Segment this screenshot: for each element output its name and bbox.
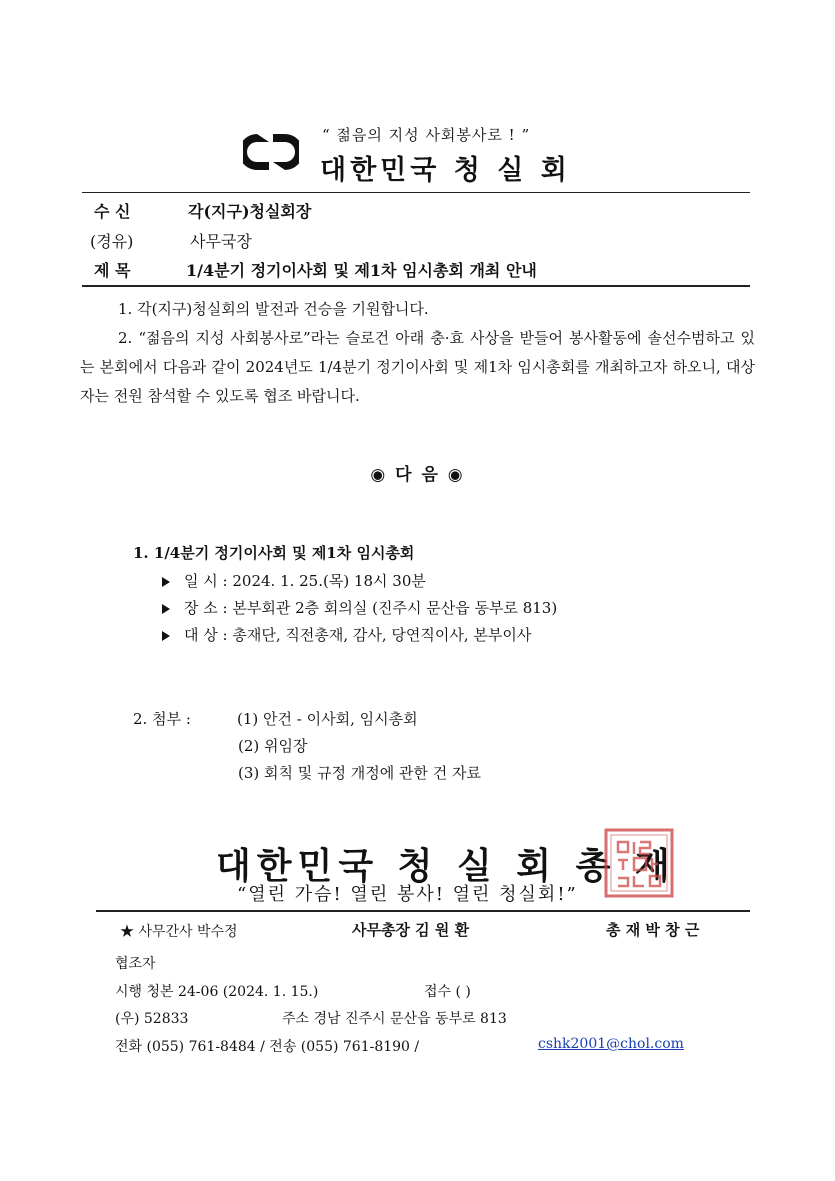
header-divider-top <box>82 192 750 193</box>
section1-title: 1. 1/4분기 정기이사회 및 제1차 임시총회 <box>133 544 415 562</box>
organization-title: 대한민국 청 실 회 <box>320 155 571 186</box>
bullet-arrow-icon <box>162 604 170 614</box>
item-value: : 2024. 1. 25.(목) 18시 30분 <box>222 572 426 590</box>
notice-heading: ◉ 다 음 ◉ <box>370 465 465 485</box>
via-value: 사무국장 <box>190 232 252 251</box>
enforcement-info: 시행 청본 24-06 (2024. 1. 15.) <box>115 984 319 1000</box>
item-label: 일 시 <box>184 572 218 590</box>
cooperator-label: 협조자 <box>115 956 156 972</box>
attachment-2: (2) 위임장 <box>238 737 308 755</box>
email-link[interactable]: cshk2001@chol.com <box>538 1036 684 1052</box>
section2-label: 2. 첨부 : <box>133 710 191 728</box>
header-slogan: “ 젊음의 지성 사회봉사로 ! ” <box>322 126 531 144</box>
item-value: : 총재단, 직전총재, 감사, 당연직이사, 본부이사 <box>222 626 532 644</box>
official-seal-icon <box>604 828 674 898</box>
organization-logo-icon <box>243 130 299 174</box>
item-label: 대 상 <box>184 626 218 644</box>
to-label: 수 신 <box>94 202 131 221</box>
section1-item-target <box>162 624 531 645</box>
item-label: 장 소 <box>184 599 218 617</box>
secretary-general: 사무총장 김 원 환 <box>352 921 470 939</box>
section1-item-date <box>162 570 426 591</box>
bullet-arrow-icon <box>162 577 170 587</box>
president: 총 재 박 창 근 <box>606 921 700 939</box>
attachment-3: (3) 회칙 및 규정 개정에 관한 건 자료 <box>238 764 481 782</box>
subject-value: 1/4분기 정기이사회 및 제1차 임시총회 개최 안내 <box>186 261 537 280</box>
item-value: : 본부회관 2층 회의실 (진주시 문산읍 동부로 813) <box>222 599 558 617</box>
paragraph-2: 2. “젊음의 지성 사회봉사로”라는 슬로건 아래 충·효 사상을 받들어 봉사활동에 솔선수범하고 있는 본회에서 다음과 같이 2024년도 1/4분기 정기이사회 및 제1차 임시총회를 개최하고자 하오니, 대상자는 전원 참석할 수 있도록 협조 바랍니다. <box>80 329 755 405</box>
bullet-arrow-icon <box>162 631 170 641</box>
paragraph-1: 1. 각(지구)청실회의 발전과 건승을 기원합니다. <box>118 300 429 318</box>
to-value: 각(지구)청실회장 <box>188 202 312 221</box>
signature-organization: 대한민국 청 실 회 총 재 <box>216 845 676 887</box>
receipt-info: 접수 ( ) <box>424 984 471 1000</box>
subject-label: 제 목 <box>94 261 131 280</box>
footer-divider <box>96 910 750 912</box>
postal-code: (우) 52833 <box>115 1011 189 1027</box>
section1-item-place <box>162 597 557 618</box>
header-divider-bottom <box>82 285 750 287</box>
phone-fax: 전화 (055) 761-8484 / 전송 (055) 761-8190 / <box>115 1039 420 1055</box>
via-label: (경유) <box>90 232 134 251</box>
staff-name: ★ 사무간사 박수정 <box>120 924 238 940</box>
address: 주소 경남 진주시 문산읍 동부로 813 <box>282 1011 507 1027</box>
attachment-1: (1) 안건 - 이사회, 임시총회 <box>237 710 418 728</box>
signature-slogan: “열린 가슴! 열린 봉사! 열린 청실회!” <box>237 884 578 905</box>
